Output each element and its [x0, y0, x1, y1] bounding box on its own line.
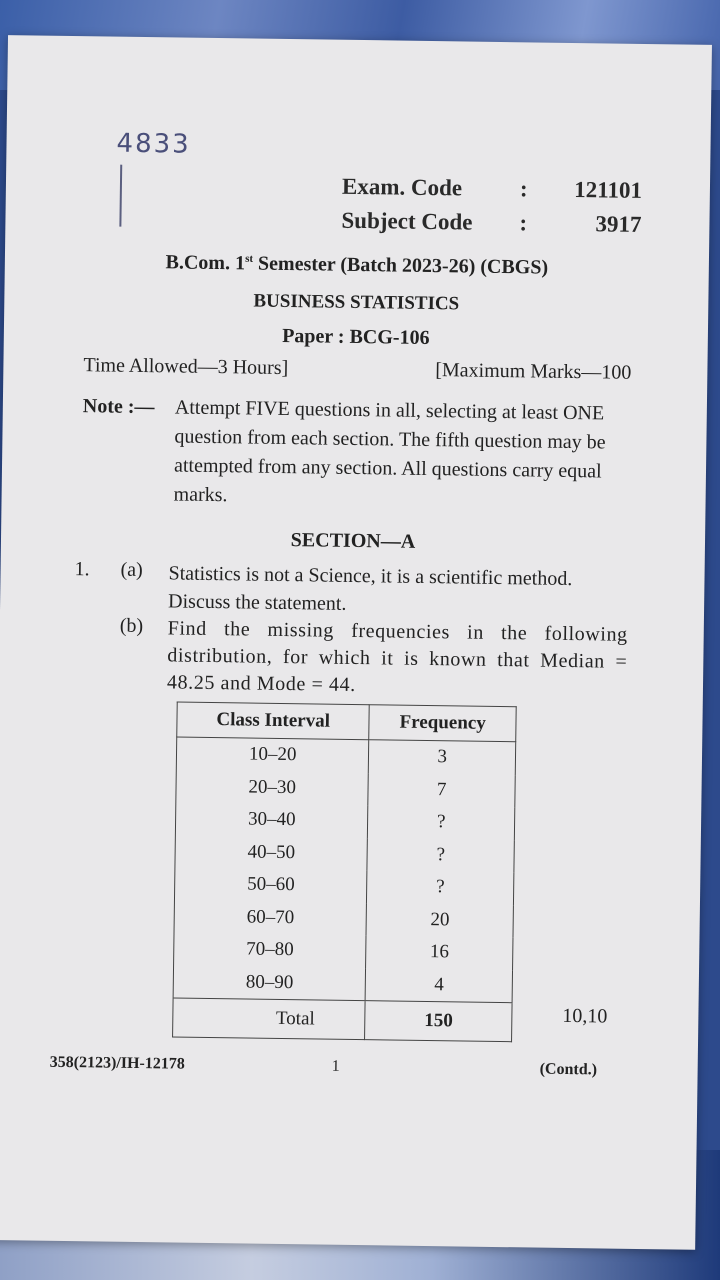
course-line — [5, 249, 709, 282]
frequency-cell: 4 — [366, 968, 513, 1003]
course-details: Semester (Batch 2023-26) (CBGS) — [257, 252, 549, 279]
footer-code: 358(2123)/IH-12178 — [49, 1053, 185, 1073]
instructions-note — [81, 392, 639, 516]
table-row — [173, 965, 512, 1003]
class-interval-cell: 70–80 — [174, 932, 367, 967]
page-number: 1 — [331, 1057, 340, 1075]
total-value: 150 — [365, 1001, 512, 1042]
class-interval-cell: 30–40 — [175, 803, 368, 838]
exam-code-row — [342, 174, 642, 212]
frequency-table — [172, 702, 517, 1043]
section-heading: SECTION—A — [290, 529, 416, 553]
frequency-cell: 7 — [368, 773, 515, 808]
frequency-cell: ? — [368, 805, 515, 840]
class-interval-cell: 80–90 — [173, 965, 366, 1001]
class-interval-cell: 50–60 — [174, 867, 367, 902]
table-row — [174, 932, 513, 969]
subject-code-row — [341, 208, 641, 246]
table-header-row — [177, 702, 516, 742]
header-frequency: Frequency — [369, 705, 516, 742]
frequency-cell: 20 — [366, 903, 513, 938]
frequency-cell: 3 — [369, 740, 516, 775]
time-allowed: Time Allowed—3 Hours] — [83, 354, 289, 380]
note-text: Attempt FIVE questions in all, selecting at least ONE question from each section. The fifth question may be attempted from any section. All questions carry equal marks. — [173, 396, 606, 507]
class-interval-cell: 40–50 — [175, 835, 368, 870]
table-row — [174, 900, 513, 937]
part-b-text: Find the missing frequencies in the following distribution, for which it is known that Median = 48.25 and Mode = 44. — [166, 617, 628, 697]
table-row — [176, 737, 515, 775]
frequency-cell: 16 — [366, 935, 513, 970]
subject-code-separator: : — [519, 210, 528, 236]
exam-code-value: 121101 — [574, 177, 643, 203]
time-marks-row — [83, 354, 631, 385]
paper-code: Paper : BCG-106 — [282, 324, 430, 349]
frequency-cell: ? — [367, 870, 514, 905]
note-label: Note :— — [82, 395, 155, 419]
class-interval-cell: 10–20 — [176, 737, 369, 773]
table-row — [176, 770, 515, 807]
class-interval-cell: 60–70 — [174, 900, 367, 935]
class-interval-cell: 20–30 — [176, 770, 369, 805]
table-row — [175, 803, 514, 840]
table-total-row — [173, 998, 513, 1042]
part-b-label: (b) — [119, 614, 144, 638]
subject-code-value: 3917 — [595, 211, 642, 237]
handwritten-mark — [119, 165, 122, 227]
exam-code-separator: : — [519, 176, 528, 202]
question-number: 1. — [74, 558, 90, 581]
course-program: B.Com. 1 — [165, 251, 246, 275]
code-block — [341, 174, 642, 246]
exam-paper-sheet — [0, 35, 712, 1250]
part-a-label: (a) — [120, 558, 143, 582]
subject-code-label: Subject Code — [341, 207, 473, 235]
handwritten-number: 4833 — [116, 128, 191, 160]
maximum-marks: [Maximum Marks—100 — [435, 359, 632, 384]
part-a-text: Statistics is not a Science, it is a scientific method. Discuss the statement. — [167, 562, 573, 615]
exam-code-label: Exam. Code — [341, 173, 463, 201]
header-class-interval: Class Interval — [177, 702, 370, 740]
subject-title: BUSINESS STATISTICS — [253, 290, 460, 315]
total-label: Total — [173, 998, 366, 1040]
footer-contd: (Contd.) — [539, 1060, 598, 1079]
course-ordinal: st — [245, 252, 254, 265]
table-row — [174, 867, 513, 904]
question-marks: 10,10 — [562, 1004, 608, 1028]
frequency-cell: ? — [367, 838, 514, 873]
table-row — [175, 835, 514, 872]
